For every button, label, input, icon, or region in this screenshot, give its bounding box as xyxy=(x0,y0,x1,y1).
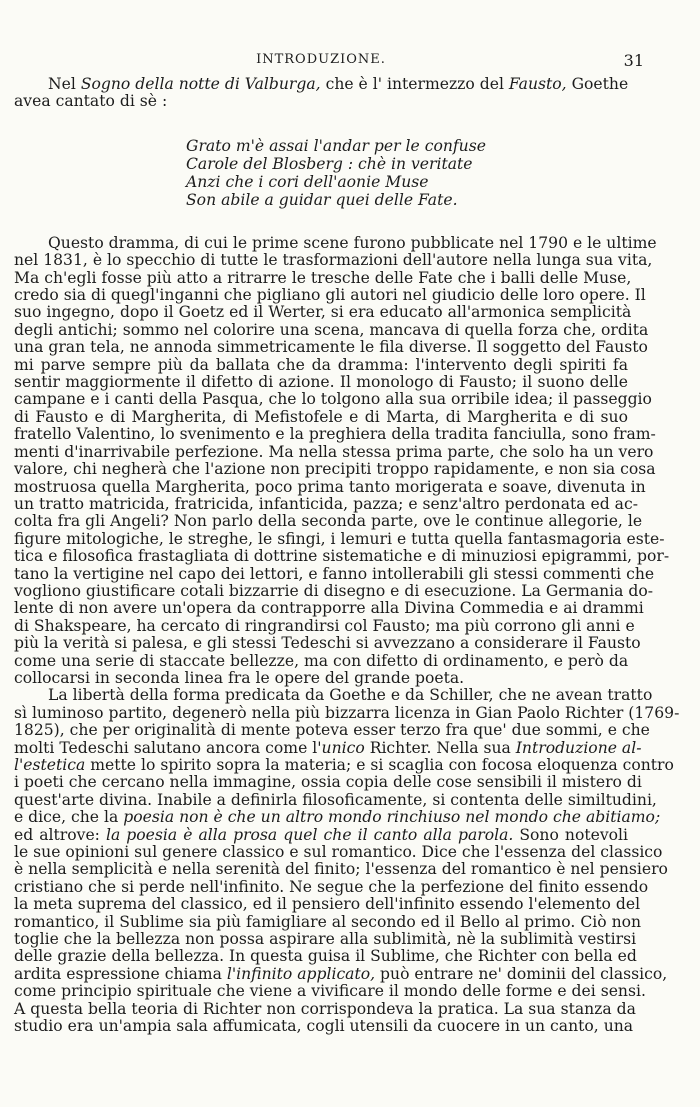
text-line: l'estetica mette lo spirito sopra la materia; e si scaglia con focosa eloquenza contro xyxy=(14,756,674,774)
text-line: tica e filosofica frastagliata di dottrine sistematiche e di minuziosi epigrammi, por- xyxy=(14,547,670,566)
text-line: quest'arte divina. Inabile a definirla filosoficamente, si contenta delle similtudini, xyxy=(14,790,657,809)
text-line: colta fra gli Angeli? Non parlo della seconda parte, ove le continue allegorie, le xyxy=(14,512,643,531)
text-line: la meta suprema del classico, ed il pensiero dell'infinito essendo l'elemento del xyxy=(14,895,641,914)
text-line: ed altrove: la poesia è alla prosa quel che il canto alla parola. Sono notevoli xyxy=(14,825,629,844)
text-line: una gran tela, ne annoda simmetricamente le fila diverse. Il soggetto del Fausto xyxy=(14,338,648,357)
running-head: INTRODUZIONE. xyxy=(256,52,386,67)
verse-line: Grato m'è assai l'andar per le confuse xyxy=(186,136,486,155)
text-line: come una serie di staccate bellezze, ma con difetto di ordinamento, e però da xyxy=(14,651,629,670)
paragraph-fausto xyxy=(14,233,670,688)
text-line: ardita espressione chiama l'infinito applicato, può entrare ne' dominii del classico, xyxy=(14,964,668,983)
text-line: lente di non avere un'opera da contrapporre alla Divina Commedia e ai drammi xyxy=(14,599,644,618)
text-line: toglie che la bellezza non possa aspirare alla sublimità, nè la sublimità vestirsi xyxy=(14,930,637,949)
text-line: di Shakspeare, ha cercato di ringrandirsi col Fausto; ma più corrono gli anni e xyxy=(14,616,635,635)
text-line: degli antichi; sommo nel colorire una scena, mancava di quella forza che, ordita xyxy=(14,320,649,339)
verse-quote xyxy=(186,137,628,209)
text-line: Nel Sogno della notte di Valburga, che è l' intermezzo del Fausto, Goethe xyxy=(48,75,629,93)
text-line: fratello Valentino, lo svenimento e la preghiera della tradita fanciulla, sono fram- xyxy=(14,425,656,444)
text-line: romantico, il Sublime sia più famigliare al secondo ed il Bello al primo. Ciò non xyxy=(14,912,642,931)
text-line: nel 1831, è lo specchio di tutte le trasformazioni dell'autore nella lunga sua vita, xyxy=(14,251,653,270)
paragraph-richter xyxy=(14,686,680,1036)
text-line: sì luminoso partito, degenerò nella più bizzarra licenza in Gian Paolo Richter (1769- xyxy=(14,703,680,722)
body-text xyxy=(14,75,680,1036)
page-number: 31 xyxy=(623,51,644,70)
verse-line: Carole del Blosberg : chè in veritate xyxy=(186,154,473,173)
text-line: avea cantato di sè : xyxy=(14,92,168,111)
text-line: più la verità si palesa, e gli stessi Tedeschi si avvezzano a considerare il Fausto xyxy=(14,634,641,653)
text-line: è nella semplicità e nella serenità del finito; l'essenza del romantico è nel pensiero xyxy=(14,860,668,879)
text-line: un tratto matricida, fratricida, infanticida, pazza; e senz'altro perdonata ed ac- xyxy=(14,494,638,513)
text-line: Questo dramma, di cui le prime scene furono pubblicate nel 1790 e le ultime xyxy=(48,233,657,252)
text-line: come principio spirituale che viene a vivificare il mondo delle forme e dei sensi. xyxy=(14,982,646,1001)
text-line: di Fausto e di Margherita, di Mefistofele e di Marta, di Margherita e di suo xyxy=(14,407,628,426)
text-line: 1825), che per originalità di mente poteva esser terzo fra que' due sommi, e che xyxy=(14,721,650,740)
text-line: Ma ch'egli fosse più atto a ritrarre le tresche delle Fate che i balli delle Muse, xyxy=(14,268,632,287)
verse-line: Anzi che i cori dell'aonie Muse xyxy=(186,172,429,191)
text-line: credo sia di quegl'inganni che pigliano gli autori nel giudicio delle loro opere. Il xyxy=(14,286,646,305)
text-line: tano la vertigine nel capo dei lettori, e fanno intollerabili gli stessi commenti che xyxy=(14,564,655,583)
text-line: valore, chi negherà che l'azione non precipiti troppo rapidamente, e non sia cosa xyxy=(14,460,656,479)
page-header xyxy=(14,51,644,72)
intro-paragraph xyxy=(14,76,628,111)
verse-line: Son abile a guidar quei delle Fate. xyxy=(186,190,458,209)
text-line: menti d'inarrivabile perfezione. Ma nella stessa prima parte, che solo ha un vero xyxy=(14,442,654,461)
text-line: mi parve sempre più da ballata che da dramma: l'intervento degli spiriti fa xyxy=(14,355,628,374)
text-line: delle grazie della bellezza. In questa guisa il Sublime, che Richter con bella ed xyxy=(14,947,637,966)
text-line: cristiano che si perde nell'infinito. Ne segue che la perfezione del finito essendo xyxy=(14,877,649,896)
text-line: campane e i canti della Pasqua, che lo tolgono alla sua orribile idea; il passeggio xyxy=(14,390,652,409)
text-line: molti Tedeschi salutano ancora come l'unico Richter. Nella sua Introduzione al- xyxy=(14,738,642,757)
text-line: e dice, che la poesia non è che un altro mondo rinchiuso nel mondo che abitiamo; xyxy=(14,808,661,827)
text-line: sentir maggiormente il difetto di azione. Il monologo di Fausto; il suono delle xyxy=(14,373,628,392)
text-line: suo ingegno, dopo il Goetz ed il Werter, si era educato all'armonica semplicità xyxy=(14,303,632,322)
text-line: figure mitologiche, le streghe, le sfingi, i lemuri e tutta quella fantasmagoria este- xyxy=(14,529,665,548)
text-line: studio era un'ampia sala affumicata, cogli utensili da cuocere in un canto, una xyxy=(14,1017,634,1036)
text-line: collocarsi in seconda linea fra le opere del grande poeta. xyxy=(14,668,465,687)
text-line: i poeti che cercano nella immagine, ossia copia delle cose sensibili il mistero di xyxy=(14,773,642,792)
text-line: mostruosa quella Margherita, poco prima tanto morigerata e soave, divenuta in xyxy=(14,477,646,496)
text-line: vogliono giustificare cotali bizzarrie di disegno e di esecuzione. La Germania do- xyxy=(14,581,654,600)
text-line: La libertà della forma predicata da Goethe e da Schiller, che ne avean tratto xyxy=(48,686,653,705)
text-line: A questa bella teoria di Richter non corrispondeva la pratica. La sua stanza da xyxy=(14,999,636,1018)
text-line: le sue opinioni sul genere classico e sul romantico. Dice che l'essenza del classico xyxy=(14,843,663,862)
